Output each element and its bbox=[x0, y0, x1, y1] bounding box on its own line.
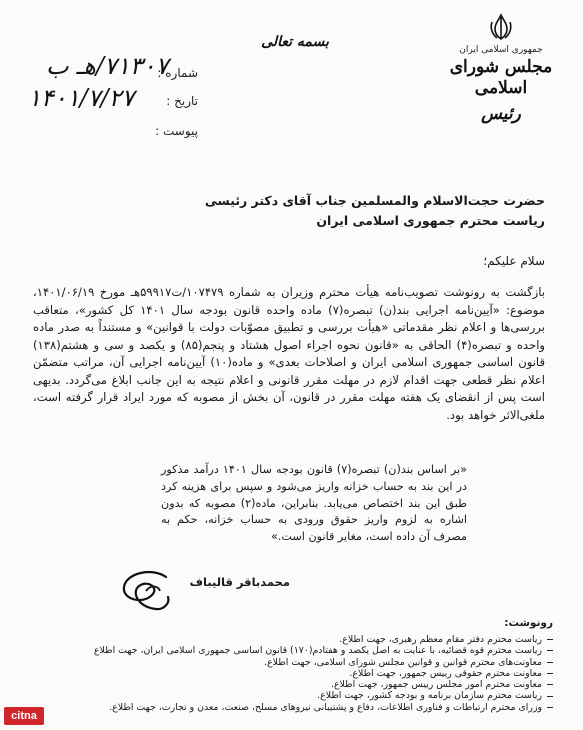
cc-item-text: ریاست محترم قوه قضائیه، با عنایت به اصل یکصد و هفتادم(۱۷۰) قانون اساسی جمهوری اسلامی ایران، جهت اطلاع bbox=[93, 645, 542, 657]
signature-icon bbox=[116, 565, 176, 615]
bismillah: بسمه تعالی bbox=[261, 34, 329, 50]
cc-item bbox=[48, 657, 553, 668]
cc-item-text: ریاست محترم سازمان برنامه و بودجه کشور، جهت اطلاع. bbox=[317, 690, 542, 702]
signature-block bbox=[110, 565, 290, 625]
meta-block bbox=[28, 52, 198, 168]
cc-item bbox=[48, 690, 553, 701]
org-name: مجلس شورای اسلامی bbox=[449, 57, 553, 98]
attachment-label: پیوست : bbox=[155, 124, 198, 138]
date-value: ۱۴۰۱/۷/۲۷ bbox=[28, 84, 135, 112]
quoted-paragraph: «بر اساس بند(ن) تبصره(۷) قانون بودجه سال ۱۴۰۱ درآمد مذکور در این بند به حساب خزانه واریز می‌شود و سپس برای هزینه کرد طبق این بند اختصاص می‌یابد. بنابراین، ماده(۲) مصوبه که بدون اشاره به لزوم واریز حقوق ورودی به حساب خزانه، حکم به مصرف آن داده است، مغایر قانون است.» bbox=[161, 463, 468, 544]
list-dash bbox=[547, 673, 553, 674]
org-small-text: جمهوری اسلامی ایران bbox=[459, 45, 543, 55]
cc-item-text: معاونت محترم امور مجلس رییس جمهور، جهت اطلاع. bbox=[330, 679, 542, 691]
recipient-line-1: حضرت حجت‌الاسلام والمسلمین جناب آقای دکتر رئیسی bbox=[204, 193, 545, 208]
list-dash bbox=[547, 707, 553, 708]
office-title: رئیس bbox=[481, 104, 521, 124]
number-label: شماره : bbox=[157, 66, 198, 80]
signatory-name: محمدباقر قالیباف bbox=[189, 575, 290, 589]
date-row bbox=[28, 86, 198, 116]
cc-item bbox=[48, 679, 553, 690]
cc-title: رونوشت: bbox=[504, 617, 553, 629]
salutation: سلام علیکم؛ bbox=[483, 254, 545, 268]
cc-item bbox=[48, 634, 553, 645]
cc-item-text: معاونت‌های محترم قوانین و قوانین مجلس شورای اسلامی، جهت اطلاع. bbox=[264, 656, 542, 668]
cc-item-text: وزرای محترم ارتباطات و فناوری اطلاعات، دفاع و پشتیبانی نیروهای مسلح، صنعت، معدن و تجارت، جهت اطلاع. bbox=[109, 701, 542, 713]
list-dash bbox=[547, 684, 553, 685]
cc-item bbox=[48, 645, 553, 656]
attachment-row bbox=[28, 116, 198, 146]
list-dash bbox=[547, 662, 553, 663]
letterhead bbox=[441, 12, 561, 162]
list-dash bbox=[547, 650, 553, 651]
list-dash bbox=[547, 696, 553, 697]
cc-item bbox=[48, 702, 553, 713]
cc-list bbox=[48, 634, 553, 713]
number-value: ۷۱۳۰۷/هـ ب bbox=[46, 52, 169, 80]
cc-item bbox=[48, 668, 553, 679]
date-label: تاریخ : bbox=[166, 94, 198, 108]
body-paragraph: بازگشت به رونوشت تصویب‌نامه هیأت محترم وزیران به شماره ۱۰۷۴۷۹/ت۵۹۹۱۷هـ مورخ ۱۴۰۱/۰۶/۱۹، موضوع: «آیین‌نامه اجرایی بند(ن) تبصره(۷) ماده واحده قانون بودجه سال ۱۴۰۱ کل کشور»، متعاقب بررسی‌ها و اعلام نظر مقدماتی «هیأت بررسی و تطبیق مصوّبات دولت با قوانین» و مستنداً به صدر ماده واحده و تبصره(۴) الحاقی به «قانون نحوه اجراء اصول هشتاد و پنجم(۸۵) و یکصد و سی و هشتم(۱۳۸) قانون اساسی جمهوری اسلامی ایران و اصلاحات بعدی» و ماده(۱۰) آیین‌نامه اجرایی آن، مراتب متضمّن اعلام نظر قطعی جهت اقدام لازم در مهلت مقرر قانونی و اعلام نتیجه به این جانب ابلاغ می‌گردد. بدیهی است پس از انقضای یک هفته مهلت مقرر در قانون، آن بخش از مصوبه که مورد ایراد قرار گرفته است، ملغی‌الاثر خواهد بود. bbox=[33, 285, 546, 422]
list-dash bbox=[547, 639, 553, 640]
recipient-line-2: ریاست محترم جمهوری اسلامی ایران bbox=[316, 213, 545, 228]
cc-item-text: ریاست محترم دفتر مقام معظم رهبری، جهت اطلاع. bbox=[339, 634, 542, 645]
watermark-text: citna bbox=[11, 710, 37, 722]
watermark-logo bbox=[4, 707, 44, 725]
cc-item-text: معاونت محترم حقوقی رییس جمهور، جهت اطلاع. bbox=[349, 667, 542, 679]
emblem-icon bbox=[486, 12, 516, 42]
